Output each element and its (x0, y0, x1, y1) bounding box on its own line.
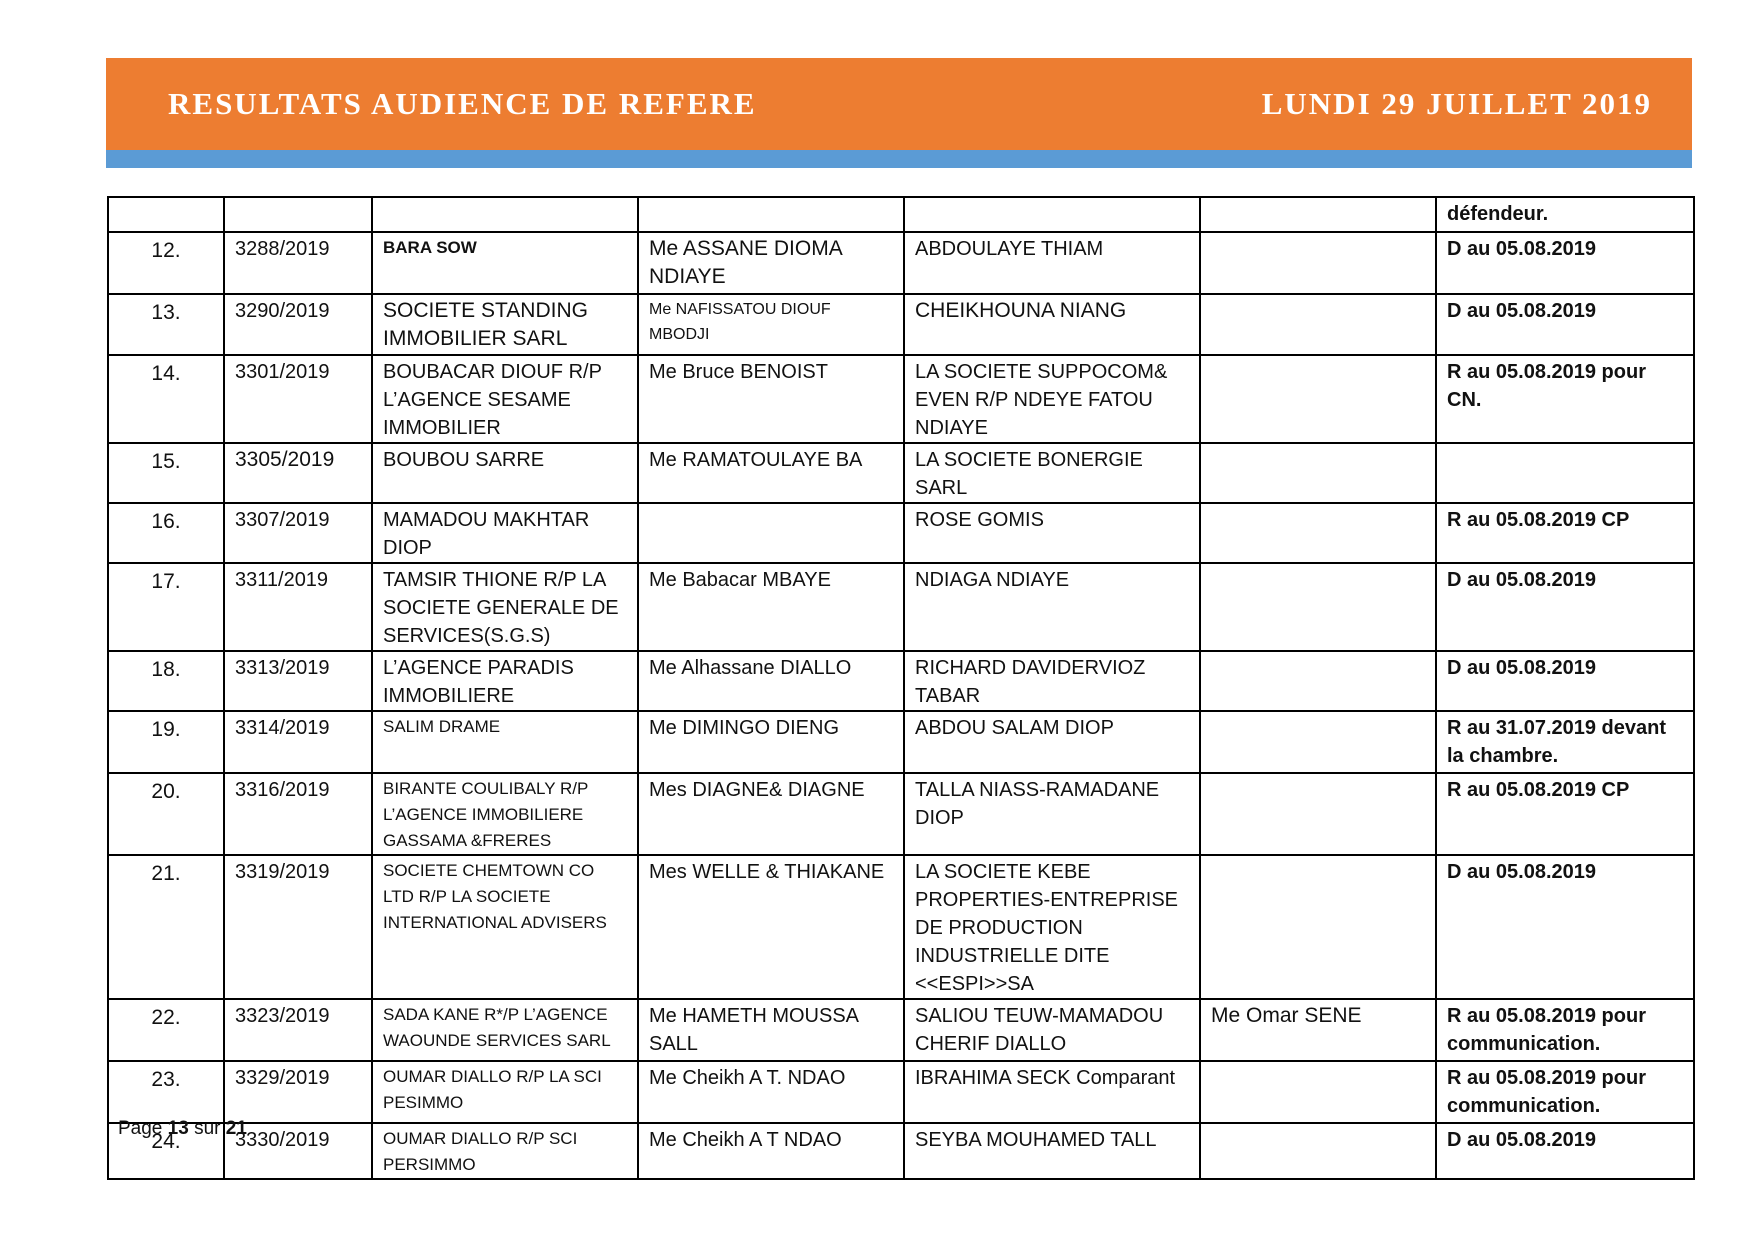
cell-num (108, 197, 224, 232)
cell-decision: R au 05.08.2019 pour communication. (1436, 999, 1694, 1061)
cell-avocat-defendeur (1200, 294, 1436, 355)
header-stripe (106, 150, 1692, 168)
table-row (108, 1061, 1694, 1123)
cell-ref: 3329/2019 (224, 1061, 372, 1123)
cell-avocat-demandeur: Me Alhassane DIALLO (638, 651, 904, 711)
table-row (108, 503, 1694, 563)
header-banner (106, 58, 1692, 150)
cell-avocat-defendeur (1200, 1123, 1436, 1179)
cell-defendeur: TALLA NIASS-RAMADANE DIOP (904, 773, 1200, 855)
cell-avocat-defendeur (1200, 355, 1436, 443)
cell-demandeur: TAMSIR THIONE R/P LA SOCIETE GENERALE DE SERVICES(S.G.S) (372, 563, 638, 651)
cell-ref (224, 197, 372, 232)
cell-demandeur: BIRANTE COULIBALY R/P L’AGENCE IMMOBILIERE GASSAMA &FRERES (372, 773, 638, 855)
cell-demandeur: BARA SOW (372, 232, 638, 294)
cell-avocat-defendeur (1200, 711, 1436, 773)
cell-num: 21. (108, 855, 224, 999)
table-row (108, 563, 1694, 651)
cell-decision: défendeur. (1436, 197, 1694, 232)
cell-avocat-demandeur: Me Cheikh A T. NDAO (638, 1061, 904, 1123)
cell-demandeur: BOUBACAR DIOUF R/P L’AGENCE SESAME IMMOBILIER (372, 355, 638, 443)
cell-defendeur: IBRAHIMA SECK Comparant (904, 1061, 1200, 1123)
table-row (108, 1123, 1694, 1179)
cell-demandeur: SALIM DRAME (372, 711, 638, 773)
footer-total-pages: 21 (225, 1118, 247, 1139)
cell-defendeur: RICHARD DAVIDERVIOZ TABAR (904, 651, 1200, 711)
footer-current-page: 13 (167, 1118, 189, 1139)
cell-decision: R au 05.08.2019 CP (1436, 503, 1694, 563)
cell-avocat-defendeur (1200, 563, 1436, 651)
cell-defendeur (904, 197, 1200, 232)
cell-ref: 3323/2019 (224, 999, 372, 1061)
cell-avocat-defendeur (1200, 232, 1436, 294)
cell-avocat-defendeur (1200, 855, 1436, 999)
cell-avocat-defendeur (1200, 1061, 1436, 1123)
cell-demandeur: MAMADOU MAKHTAR DIOP (372, 503, 638, 563)
results-table (107, 196, 1695, 1180)
cell-avocat-demandeur: Me ASSANE DIOMA NDIAYE (638, 232, 904, 294)
cell-avocat-demandeur: Me NAFISSATOU DIOUF MBODJI (638, 294, 904, 355)
cell-avocat-defendeur (1200, 773, 1436, 855)
cell-avocat-demandeur: Me HAMETH MOUSSA SALL (638, 999, 904, 1061)
table-row (108, 855, 1694, 999)
cell-defendeur: SEYBA MOUHAMED TALL (904, 1123, 1200, 1179)
table-row (108, 711, 1694, 773)
table-row (108, 294, 1694, 355)
cell-num: 20. (108, 773, 224, 855)
footer-prefix: Page (118, 1118, 163, 1139)
page-footer (118, 1118, 247, 1140)
cell-decision: R au 05.08.2019 pour CN. (1436, 355, 1694, 443)
table-row (108, 232, 1694, 294)
cell-num: 17. (108, 563, 224, 651)
cell-ref: 3290/2019 (224, 294, 372, 355)
page-title: RESULTATS AUDIENCE DE REFERE (168, 86, 757, 121)
cell-avocat-demandeur: Me Cheikh A T NDAO (638, 1123, 904, 1179)
cell-num: 15. (108, 443, 224, 503)
cell-decision: D au 05.08.2019 (1436, 563, 1694, 651)
cell-ref: 3307/2019 (224, 503, 372, 563)
cell-decision: D au 05.08.2019 (1436, 855, 1694, 999)
cell-demandeur: OUMAR DIALLO R/P SCI PERSIMMO (372, 1123, 638, 1179)
cell-demandeur: L’AGENCE PARADIS IMMOBILIERE (372, 651, 638, 711)
cell-avocat-demandeur (638, 503, 904, 563)
cell-ref: 3301/2019 (224, 355, 372, 443)
cell-num: 13. (108, 294, 224, 355)
hearing-date: LUNDI 29 JUILLET 2019 (1261, 86, 1652, 121)
cell-ref: 3313/2019 (224, 651, 372, 711)
table-row (108, 999, 1694, 1061)
cell-defendeur: LA SOCIETE SUPPOCOM& EVEN R/P NDEYE FATOU NDIAYE (904, 355, 1200, 443)
cell-decision: R au 31.07.2019 devant la chambre. (1436, 711, 1694, 773)
cell-ref: 3288/2019 (224, 232, 372, 294)
cell-avocat-defendeur (1200, 197, 1436, 232)
cell-ref: 3316/2019 (224, 773, 372, 855)
cell-ref: 3311/2019 (224, 563, 372, 651)
cell-avocat-defendeur (1200, 503, 1436, 563)
cell-avocat-demandeur: Mes DIAGNE& DIAGNE (638, 773, 904, 855)
cell-ref: 3305/2019 (224, 443, 372, 503)
cell-defendeur: LA SOCIETE KEBE PROPERTIES-ENTREPRISE DE PRODUCTION INDUSTRIELLE DITE <<ESPI>>SA (904, 855, 1200, 999)
cell-decision: R au 05.08.2019 CP (1436, 773, 1694, 855)
cell-demandeur (372, 197, 638, 232)
cell-demandeur: OUMAR DIALLO R/P LA SCI PESIMMO (372, 1061, 638, 1123)
cell-decision: D au 05.08.2019 (1436, 651, 1694, 711)
cell-decision: R au 05.08.2019 pour communication. (1436, 1061, 1694, 1123)
cell-defendeur: ROSE GOMIS (904, 503, 1200, 563)
cell-avocat-demandeur: Me Babacar MBAYE (638, 563, 904, 651)
cell-decision: D au 05.08.2019 (1436, 1123, 1694, 1179)
table-row-continuation (108, 197, 1694, 232)
table-row (108, 443, 1694, 503)
cell-demandeur: SADA KANE R*/P L’AGENCE WAOUNDE SERVICES SARL (372, 999, 638, 1061)
cell-num: 24. (108, 1123, 224, 1179)
cell-demandeur: SOCIETE CHEMTOWN CO LTD R/P LA SOCIETE INTERNATIONAL ADVISERS (372, 855, 638, 999)
footer-sep: sur (194, 1118, 221, 1139)
cell-decision: D au 05.08.2019 (1436, 232, 1694, 294)
cell-num: 18. (108, 651, 224, 711)
cell-defendeur: CHEIKHOUNA NIANG (904, 294, 1200, 355)
cell-defendeur: NDIAGA NDIAYE (904, 563, 1200, 651)
cell-num: 12. (108, 232, 224, 294)
cell-avocat-demandeur (638, 197, 904, 232)
cell-ref: 3314/2019 (224, 711, 372, 773)
cell-decision (1436, 443, 1694, 503)
cell-demandeur: BOUBOU SARRE (372, 443, 638, 503)
cell-num: 19. (108, 711, 224, 773)
table-row (108, 355, 1694, 443)
cell-num: 14. (108, 355, 224, 443)
cell-avocat-defendeur (1200, 443, 1436, 503)
cell-decision: D au 05.08.2019 (1436, 294, 1694, 355)
cell-defendeur: ABDOULAYE THIAM (904, 232, 1200, 294)
cell-avocat-demandeur: Mes WELLE & THIAKANE (638, 855, 904, 999)
cell-ref: 3319/2019 (224, 855, 372, 999)
cell-num: 16. (108, 503, 224, 563)
table-row (108, 651, 1694, 711)
cell-avocat-demandeur: Me DIMINGO DIENG (638, 711, 904, 773)
cell-defendeur: SALIOU TEUW-MAMADOU CHERIF DIALLO (904, 999, 1200, 1061)
cell-ref: 3330/2019 (224, 1123, 372, 1179)
table-row (108, 773, 1694, 855)
cell-defendeur: LA SOCIETE BONERGIE SARL (904, 443, 1200, 503)
cell-avocat-defendeur (1200, 651, 1436, 711)
cell-num: 22. (108, 999, 224, 1061)
cell-avocat-demandeur: Me RAMATOULAYE BA (638, 443, 904, 503)
cell-demandeur: SOCIETE STANDING IMMOBILIER SARL (372, 294, 638, 355)
cell-avocat-defendeur: Me Omar SENE (1200, 999, 1436, 1061)
cell-avocat-demandeur: Me Bruce BENOIST (638, 355, 904, 443)
cell-defendeur: ABDOU SALAM DIOP (904, 711, 1200, 773)
cell-num: 23. (108, 1061, 224, 1123)
